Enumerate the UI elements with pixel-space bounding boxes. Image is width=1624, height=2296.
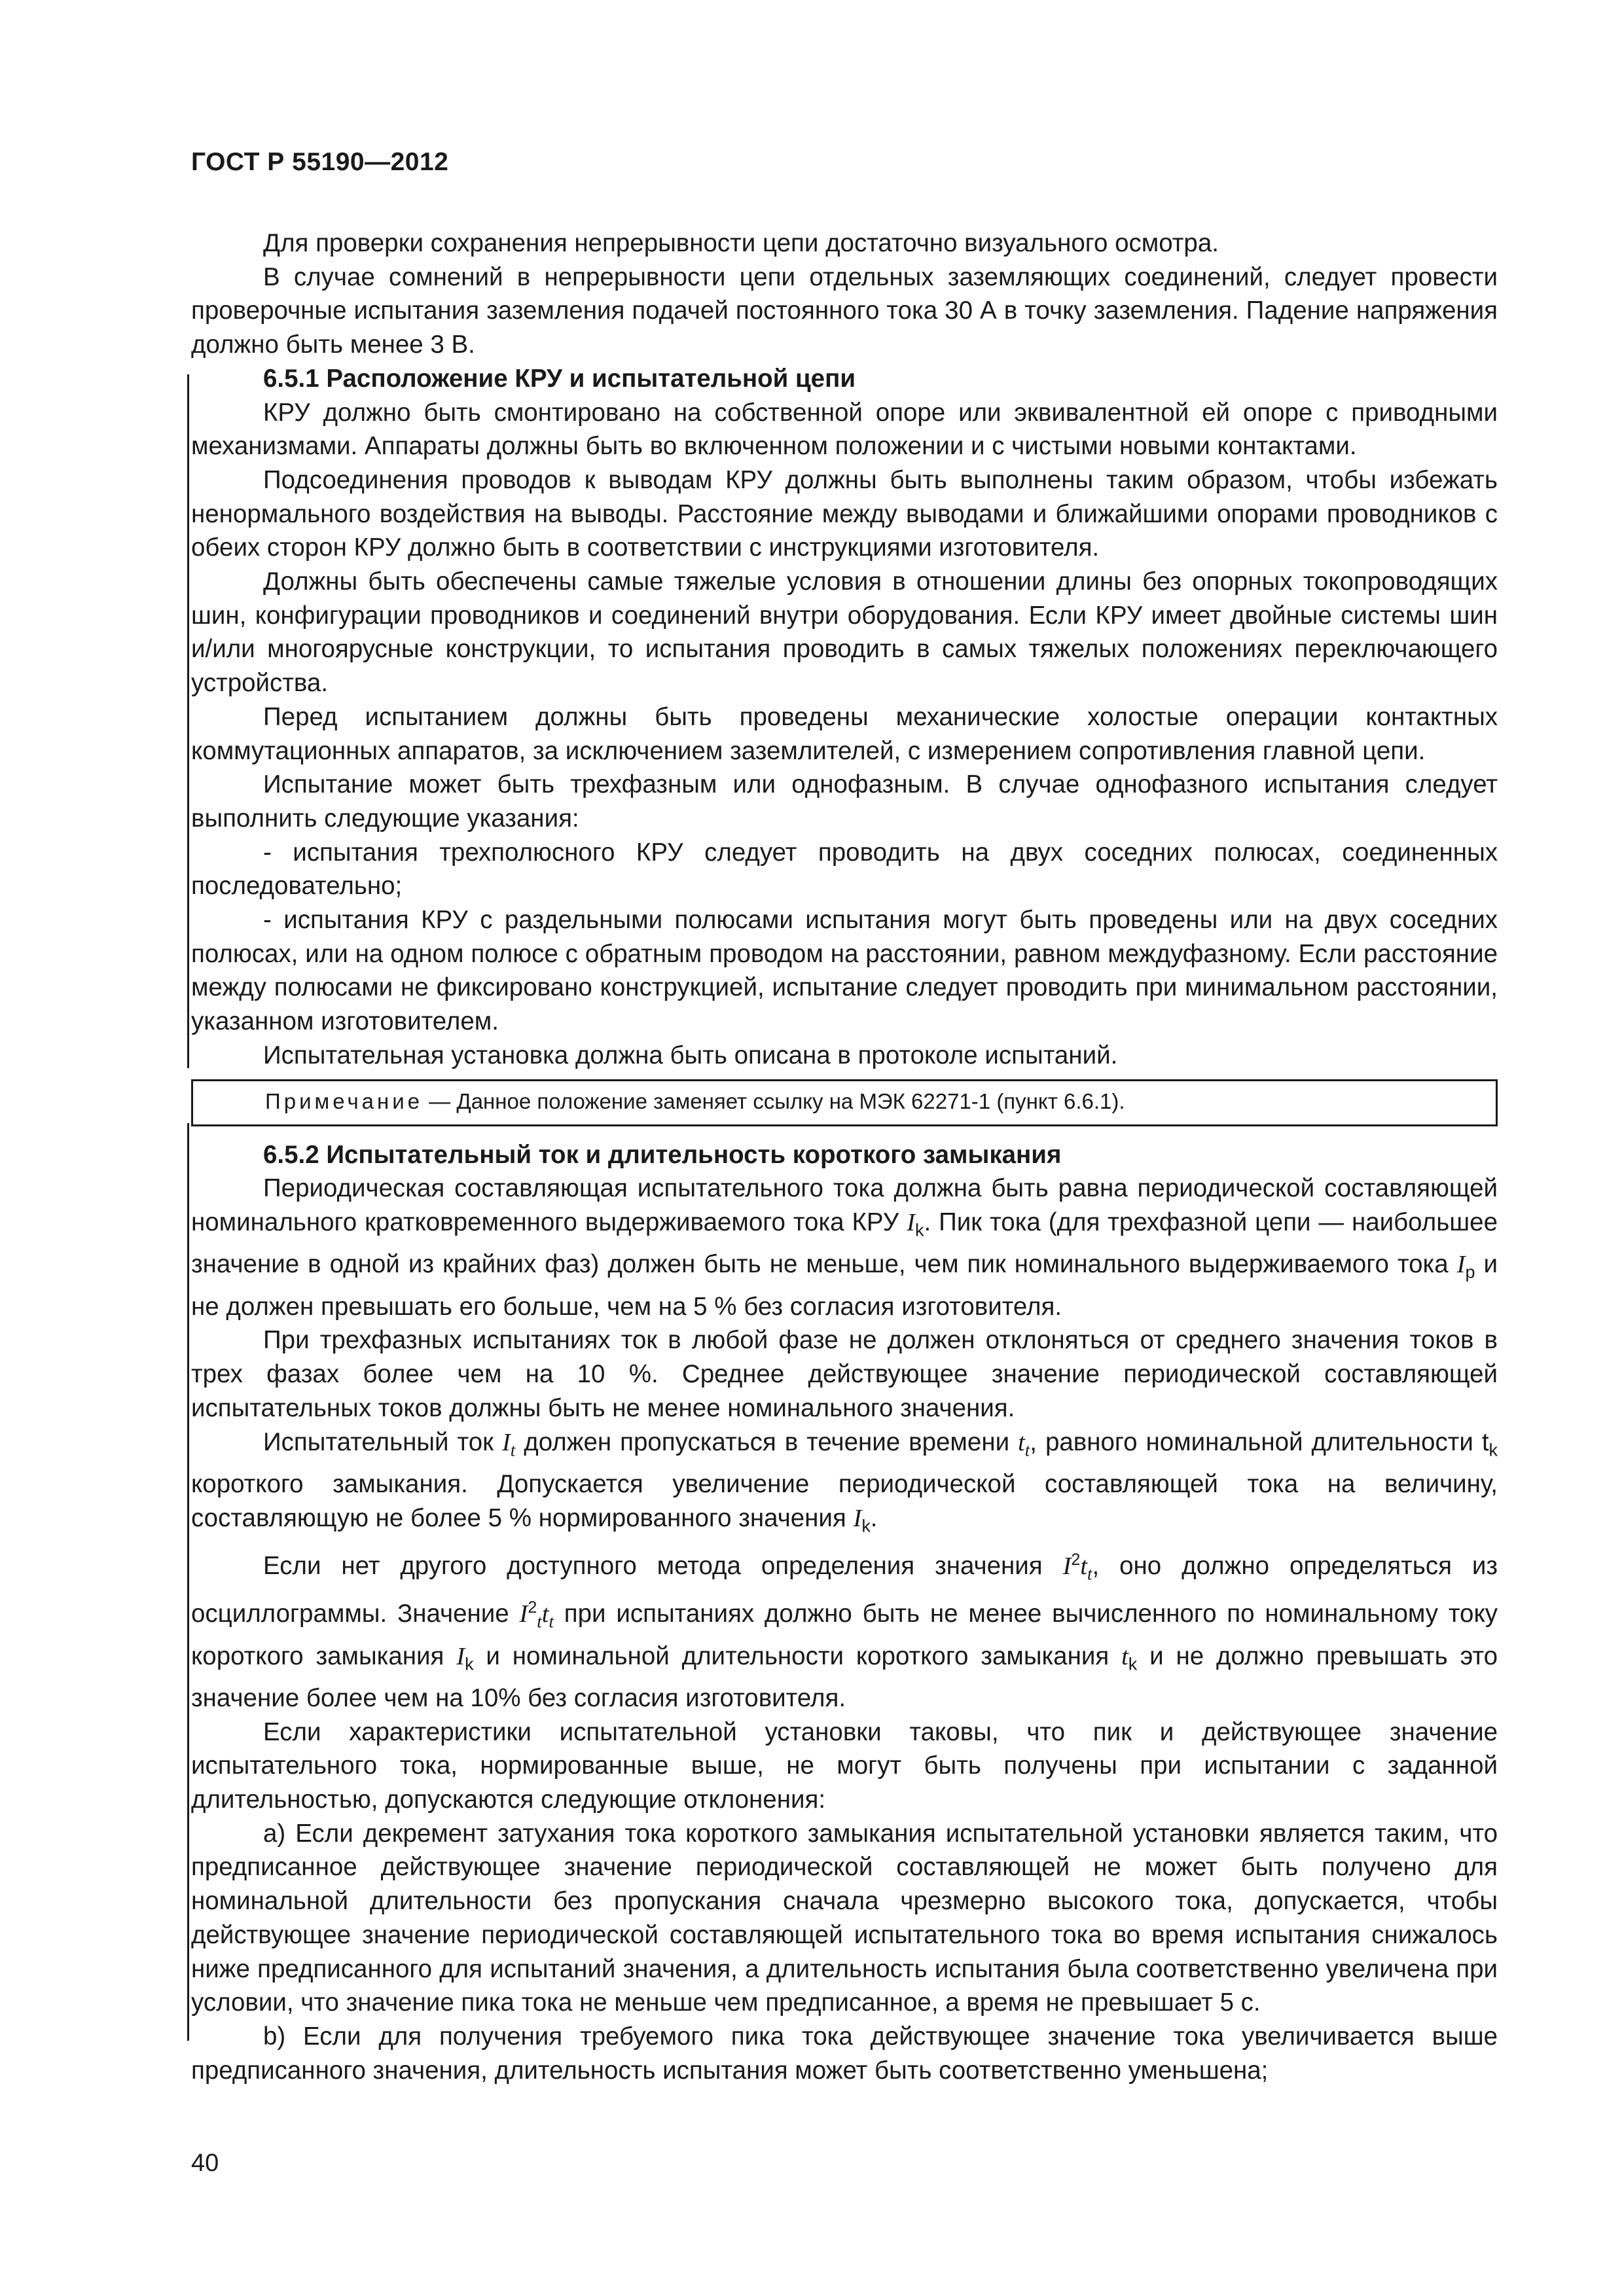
document-header: ГОСТ Р 55190—2012	[191, 148, 449, 176]
document-body	[191, 226, 1498, 2087]
paragraph: Если характеристики испытательной установки таковы, что пик и действующее значение испытательного тока, нормированные выше, не могут быть получены при испытании с заданной длительностью, допускаются следующие отклонения:	[191, 1717, 1498, 1814]
paragraph: Перед испытанием должны быть проведены механические холостые операции контактных коммутационных аппаратов, за исключением заземлителей, с измерением сопротивления главной цепи.	[191, 702, 1498, 765]
list-item: - испытания трехполюсного КРУ следует проводить на двух соседних полюсах, соединенных последовательно;	[191, 838, 1498, 901]
section-heading-6-5-1: 6.5.1 Расположение КРУ и испытательной цепи	[263, 364, 856, 393]
paragraph: Для проверки сохранения непрерывности цепи достаточно визуального осмотра.	[263, 229, 1219, 257]
paragraph: Если нет другого доступного метода определения значения $I^2t_t$, оно должно определяться из осциллограммы. Значение $I^2_tt_t$ при испытаниях должно быть не менее вычисленного по номинальному току короткого замыкания $I_k$ и номинальной длительности короткого замыкания $t_k$ и не должно превышать это значение более чем на 10% без согласия изготовителя.	[191, 1551, 1498, 1712]
symbol-I: I	[907, 1208, 915, 1236]
change-bar-bottom	[187, 1123, 189, 2041]
paragraph: Периодическая составляющая испытательного тока должна быть равна периодической составляющей номинального кратковременного выдерживаемого тока КРУ $I_k$. Пик тока (для трехфазной цепи — наибольшее значение в одной из крайних фаз) должен быть не меньше, чем пик номинального выдерживаемого тока $I_p$ и не должен превышать его больше, чем на 5 % без согласия изготовителя.	[191, 1174, 1498, 1321]
paragraph: Должны быть обеспечены самые тяжелые условия в отношении длины без опорных токопроводящих шин, конфигурации проводников и соединений внутри оборудования. Если КРУ имеет двойные системы шин и/или многоярусные конструкции, то испытания проводить в самых тяжелых положениях переключающего устройства.	[191, 567, 1498, 698]
paragraph: При трехфазных испытаниях ток в любой фазе не должен отклоняться от среднего значения токов в трех фазах более чем на 10 %. Среднее действующее значение периодической составляющей испытательных токов должны быть не менее номинального значения.	[191, 1326, 1498, 1422]
paragraph: Испытательный ток $I_t$ должен пропускаться в течение времени $t_t$, равного номинальной длительности $t_k$ короткого замыкания. Допускается увеличение периодической составляющей тока на величину, составляющую не более 5 % нормированного значения $I_k$.	[191, 1427, 1498, 1536]
page-number: 40	[191, 2149, 219, 2177]
symbol-I: I	[1456, 1251, 1466, 1279]
list-item: b) Если для получения требуемого пика тока действующее значение тока увеличивается выше предписанного значения, длительность испытания может быть соответственно уменьшена;	[191, 2022, 1498, 2085]
note-text: — Данное положение заменяет ссылку на МЭК 62271-1 (пункт 6.6.1).	[423, 1088, 1125, 1113]
note-label: Примечание	[265, 1088, 424, 1113]
paragraph: КРУ должно быть смонтировано на собственной опоре или эквивалентной ей опоре с приводными механизмами. Аппараты должны быть во включенном положении и с чистыми новыми контактами.	[191, 398, 1498, 461]
paragraph: Испытание может быть трехфазным или однофазным. В случае однофазного испытания следует выполнить следующие указания:	[191, 770, 1498, 833]
note-box	[191, 1079, 1498, 1126]
paragraph: В случае сомнений в непрерывности цепи отдельных заземляющих соединений, следует провести проверочные испытания заземления подачей постоянного тока 30 А в точку заземления. Падение напряжения должно быть менее 3 В.	[191, 262, 1498, 359]
paragraph: Подсоединения проводов к выводам КРУ должны быть выполнены таким образом, чтобы избежать ненормального воздействия на выводы. Расстояние между выводами и ближайшими опорами проводников с обеих сторон КРУ должно быть в соответствии с инструкциями изготовителя.	[191, 465, 1498, 562]
list-item: а) Если декремент затухания тока короткого замыкания испытательной установки является таким, что предписанное действующее значение периодической составляющей не может быть получено для номинальной длительности без пропускания сначала чрезмерно высокого тока, допускается, чтобы действующее значение периодической составляющей испытательного тока во время испытания снижалось ниже предписанного для испытаний значения, а длительность испытания была соответственно увеличена при условии, что значение пика тока не меньше чем предписанное, а время не превышает 5 с.	[191, 1819, 1498, 2017]
paragraph: Испытательная установка должна быть описана в протоколе испытаний.	[263, 1041, 1118, 1069]
change-bar-top	[187, 374, 189, 1068]
section-heading-6-5-2: 6.5.2 Испытательный ток и длительность короткого замыкания	[263, 1140, 1062, 1169]
list-item: - испытания КРУ с раздельными полюсами испытания могут быть проведены или на двух соседних полюсах, или на одном полюсе с обратным проводом на расстоянии, равном междуфазному. Если расстояние между полюсами не фиксировано конструкцией, испытание следует проводить при минимальном расстоянии, указанном изготовителем.	[191, 906, 1498, 1036]
